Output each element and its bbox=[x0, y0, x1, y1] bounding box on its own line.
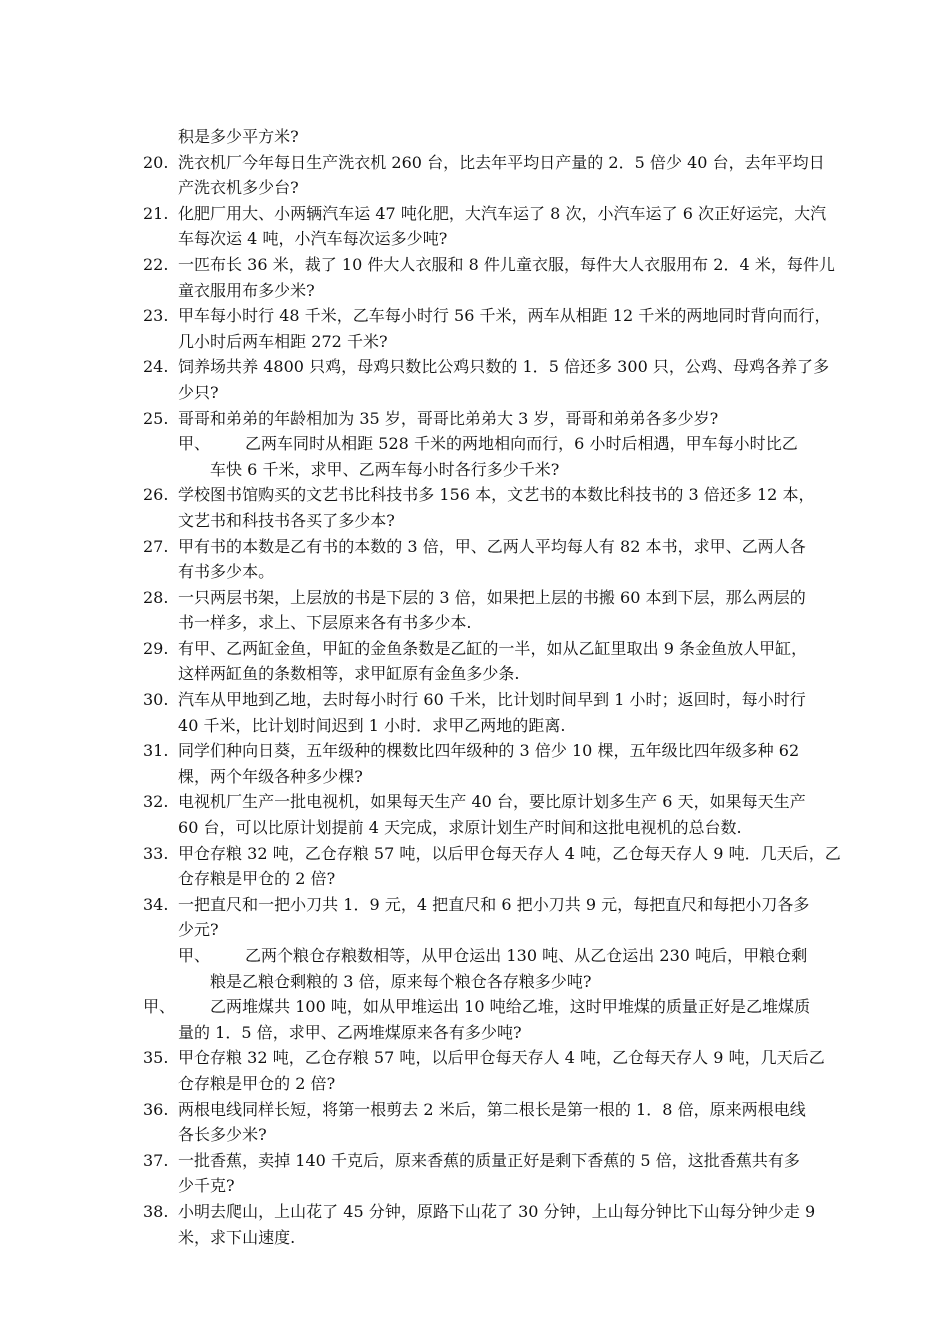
line bbox=[0, 406, 950, 432]
line-text: 童衣服用布多少米? bbox=[178, 280, 315, 300]
line bbox=[0, 201, 950, 227]
line bbox=[0, 303, 950, 329]
line bbox=[0, 1199, 950, 1225]
problem-number: 38. bbox=[143, 1201, 169, 1221]
line-text: 量的 1．5 倍，求甲、乙两堆煤原来各有多少吨? bbox=[178, 1022, 522, 1042]
line bbox=[0, 508, 950, 534]
problem-number: 20. bbox=[143, 152, 169, 172]
line bbox=[0, 1173, 950, 1199]
line bbox=[0, 764, 950, 790]
line bbox=[0, 226, 950, 252]
line bbox=[0, 1045, 950, 1071]
line bbox=[0, 1148, 950, 1174]
line-text: 乙两个粮仓存粮数相等，从甲仓运出 130 吨、从乙仓运出 230 吨后，甲粮仓剩 bbox=[245, 946, 808, 965]
line bbox=[0, 892, 950, 918]
line-text: 甲仓存粮 32 吨，乙仓存粮 57 吨，以后甲仓每天存人 4 吨，乙仓每天存人 9 吨．几天后，乙 bbox=[178, 843, 841, 863]
problem-number: 27. bbox=[143, 536, 169, 556]
line bbox=[0, 1122, 950, 1148]
line bbox=[0, 661, 950, 687]
line bbox=[0, 329, 950, 355]
line-text: 乙两堆煤共 100 吨，如从甲堆运出 10 吨给乙堆，这时甲堆煤的质量正好是乙堆煤质 bbox=[210, 997, 811, 1017]
line-text: 一匹布长 36 米，裁了 10 件大人衣服和 8 件儿童衣服，每件大人衣服用布 2．4 米，每件儿 bbox=[178, 254, 835, 274]
line bbox=[0, 789, 950, 815]
line bbox=[0, 482, 950, 508]
line-text: 少元? bbox=[178, 920, 219, 940]
line-text: 少只? bbox=[178, 382, 219, 402]
problem-number: 29. bbox=[143, 638, 169, 658]
line bbox=[0, 713, 950, 739]
problem-number: 甲、 bbox=[178, 946, 211, 965]
line-text: 有甲、乙两缸金鱼，甲缸的金鱼条数是乙缸的一半，如从乙缸里取出 9 条金鱼放人甲缸， bbox=[178, 638, 808, 658]
problem-number: 甲、 bbox=[178, 434, 211, 454]
line-text: 书一样多，求上、下层原来各有书多少本. bbox=[178, 613, 472, 633]
line-text: 乙两车同时从相距 528 千米的两地相向而行，6 小时后相遇，甲车每小时比乙 bbox=[245, 434, 798, 454]
line bbox=[0, 124, 950, 150]
line-text: 电视机厂生产一批电视机，如果每天生产 40 台，要比原计划多生产 6 天，如果每天生产 bbox=[178, 792, 806, 812]
line bbox=[0, 917, 950, 943]
problem-number: 28. bbox=[143, 587, 169, 607]
line-text: 粮是乙粮仓剩粮的 3 倍，原来每个粮仓各存粮多少吨? bbox=[210, 971, 592, 991]
line bbox=[0, 1225, 950, 1251]
line bbox=[0, 841, 950, 867]
line-text: 几小时后两车相距 272 千米? bbox=[178, 331, 388, 351]
line bbox=[0, 431, 950, 457]
problem-number: 33. bbox=[143, 843, 169, 863]
line bbox=[0, 457, 950, 483]
line-text: 饲养场共养 4800 只鸡，母鸡只数比公鸡只数的 1．5 倍还多 300 只，公鸡、母鸡各养了多 bbox=[178, 357, 830, 377]
line-text: 小明去爬山，上山花了 45 分钟，原路下山花了 30 分钟，上山每分钟比下山每分钟少走 9 bbox=[178, 1201, 816, 1221]
line bbox=[0, 252, 950, 278]
line bbox=[0, 610, 950, 636]
line-text: 仓存粮是甲仓的 2 倍? bbox=[178, 1073, 336, 1093]
problem-number: 32. bbox=[143, 792, 169, 812]
line-text: 这样两缸鱼的条数相等，求甲缸原有金鱼多少条. bbox=[178, 664, 520, 684]
line-text: 棵，两个年级各种多少棵? bbox=[178, 766, 363, 786]
line bbox=[0, 687, 950, 713]
line-text: 一批香蕉，卖掉 140 千克后，原来香蕉的质量正好是剩下香蕉的 5 倍，这批香蕉共有多 bbox=[178, 1150, 800, 1170]
line-text: 40 千米，比计划时间迟到 1 小时．求甲乙两地的距离. bbox=[178, 715, 566, 735]
line bbox=[0, 175, 950, 201]
line-text: 汽车从甲地到乙地，去时每小时行 60 千米，比计划时间早到 1 小时；返回时，每小时行 bbox=[178, 690, 806, 710]
line bbox=[0, 943, 950, 969]
line bbox=[0, 1097, 950, 1123]
line-text: 仓存粮是甲仓的 2 倍? bbox=[178, 869, 336, 889]
problem-number: 35. bbox=[143, 1048, 169, 1068]
problem-number: 24. bbox=[143, 357, 169, 377]
line-text: 甲有书的本数是乙有书的本数的 3 倍，甲、乙两人平均每人有 82 本书，求甲、乙两人各 bbox=[178, 536, 806, 556]
line bbox=[0, 585, 950, 611]
line-text: 两根电线同样长短，将第一根剪去 2 米后，第二根长是第一根的 1．8 倍，原来两根电线 bbox=[178, 1099, 806, 1119]
line-text: 一只两层书架，上层放的书是下层的 3 倍，如果把上层的书搬 60 本到下层，那么两层的 bbox=[178, 587, 806, 607]
line-text: 产洗衣机多少台? bbox=[178, 178, 299, 198]
line bbox=[0, 1020, 950, 1046]
line bbox=[0, 559, 950, 585]
line bbox=[0, 278, 950, 304]
problem-number: 37. bbox=[143, 1150, 169, 1170]
line-text: 同学们种向日葵，五年级种的棵数比四年级种的 3 倍少 10 棵，五年级比四年级多种 62 bbox=[178, 741, 800, 761]
line bbox=[0, 969, 950, 995]
problem-number: 甲、 bbox=[143, 997, 176, 1017]
line-text: 化肥厂用大、小两辆汽车运 47 吨化肥，大汽车运了 8 次，小汽车运了 6 次正好运完，大汽 bbox=[178, 203, 827, 223]
line-text: 各长多少米? bbox=[178, 1125, 267, 1145]
line-text: 车每次运 4 吨，小汽车每次运多少吨? bbox=[178, 229, 448, 249]
problem-number: 34. bbox=[143, 894, 169, 914]
line bbox=[0, 815, 950, 841]
line-text: 甲车每小时行 48 千米，乙车每小时行 56 千米，两车从相距 12 千米的两地同时背向而行， bbox=[178, 306, 831, 326]
problem-number: 21. bbox=[143, 203, 169, 223]
line-text: 哥哥和弟弟的年龄相加为 35 岁，哥哥比弟弟大 3 岁，哥哥和弟弟各多少岁? bbox=[178, 408, 719, 428]
line-text: 60 台，可以比原计划提前 4 天完成，求原计划生产时间和这批电视机的总台数. bbox=[178, 818, 742, 838]
line-text: 洗衣机厂今年每日生产洗衣机 260 台，比去年平均日产量的 2．5 倍少 40 台，去年平均日 bbox=[178, 152, 825, 172]
problem-number: 31. bbox=[143, 741, 169, 761]
line-text: 有书多少本。 bbox=[178, 562, 275, 582]
problem-number: 26. bbox=[143, 485, 169, 505]
line bbox=[0, 354, 950, 380]
line bbox=[0, 994, 950, 1020]
problem-list bbox=[0, 124, 950, 1250]
line-text: 文艺书和科技书各买了多少本? bbox=[178, 510, 395, 530]
line bbox=[0, 1071, 950, 1097]
line bbox=[0, 534, 950, 560]
line bbox=[0, 738, 950, 764]
problem-number: 23. bbox=[143, 306, 169, 326]
line-text: 车快 6 千米，求甲、乙两车每小时各行多少千米? bbox=[210, 459, 560, 479]
line-text: 一把直尺和一把小刀共 1．9 元，4 把直尺和 6 把小刀共 9 元，每把直尺和每把小刀各多 bbox=[178, 894, 810, 914]
line bbox=[0, 636, 950, 662]
line-text: 学校图书馆购买的文艺书比科技书多 156 本，文艺书的本数比科技书的 3 倍还多 12 本， bbox=[178, 485, 815, 505]
line bbox=[0, 150, 950, 176]
line-text: 积是多少平方米? bbox=[178, 127, 299, 146]
line-text: 米，求下山速度. bbox=[178, 1227, 296, 1247]
problem-number: 36. bbox=[143, 1099, 169, 1119]
problem-number: 22. bbox=[143, 254, 169, 274]
problem-number: 30. bbox=[143, 690, 169, 710]
line-text: 少千克? bbox=[178, 1176, 235, 1196]
line-text: 甲仓存粮 32 吨，乙仓存粮 57 吨，以后甲仓每天存人 4 吨，乙仓每天存人 9 吨，几天后乙 bbox=[178, 1048, 825, 1068]
line bbox=[0, 866, 950, 892]
line bbox=[0, 380, 950, 406]
problem-number: 25. bbox=[143, 408, 169, 428]
